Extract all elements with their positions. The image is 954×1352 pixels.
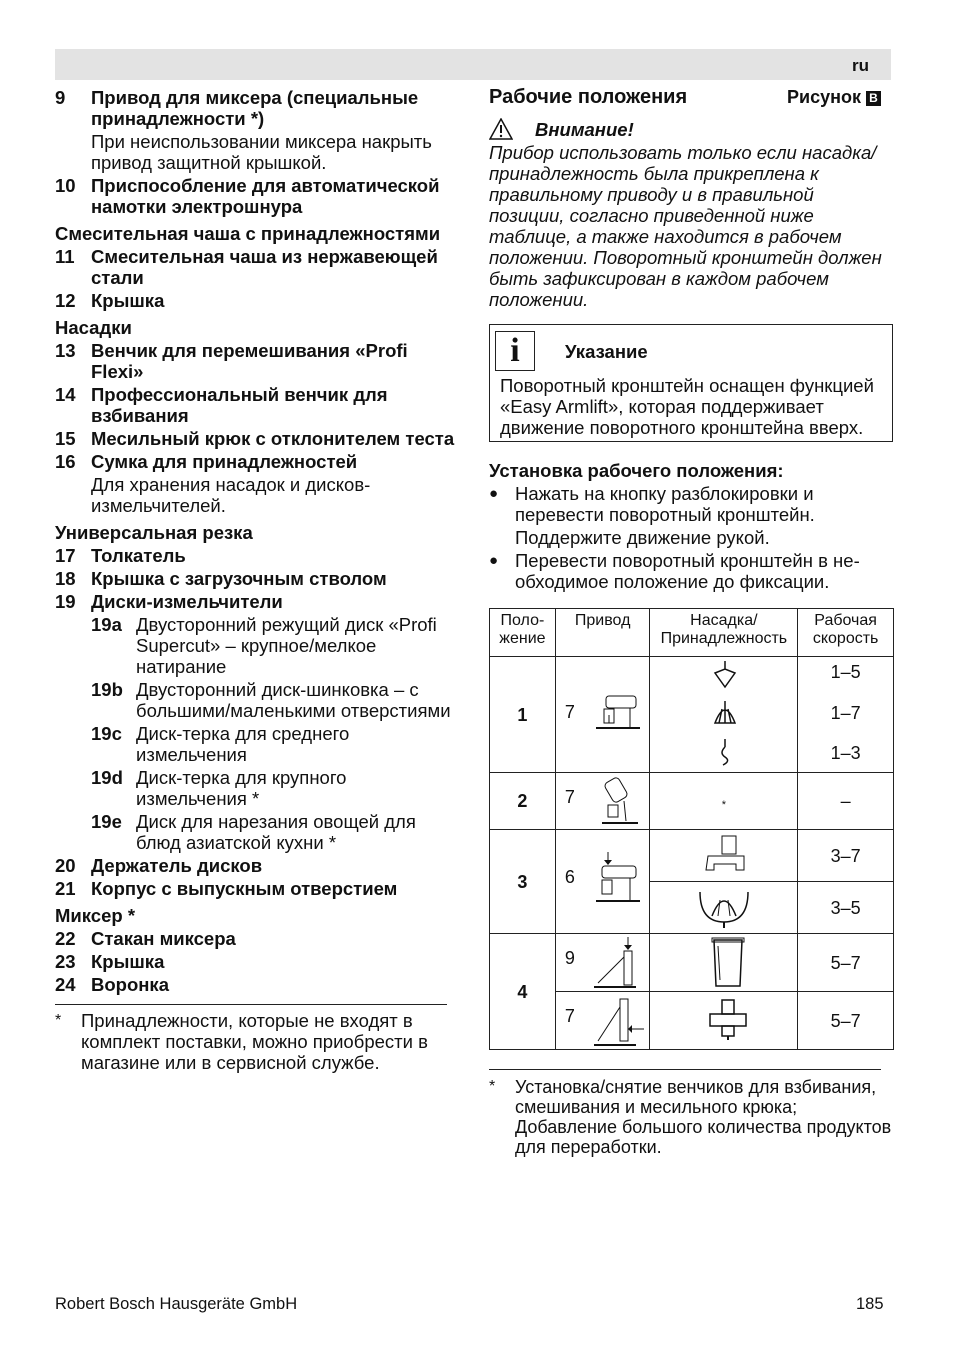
meat-grinder-icon [706,998,752,1042]
sub-item: 19a Двусторонний режущий диск «Profi Supercut» – крупное/мелкое натирание [91,614,437,677]
warning-text: Прибор использовать только если насадка/принадлежность была прикреплена к правильному приводу и в правильной позиции, согласно приведенной ниже таблице, а также находится в рабочем положении. Поворотный кронштейн должен быть зафиксирован в каждом рабочем положении. [489,142,882,310]
table-cell: * [650,773,798,830]
col-header: Привод [555,609,650,657]
bullet-icon: ● [489,552,499,569]
bullet-item: ● Перевести поворотный кронштейн в необходимое положение до фиксации. [489,550,860,592]
col-header: Положение [490,609,556,657]
list-item: 23 Крышка [55,951,165,972]
mixer-side-drive-icon [594,850,644,910]
col-header: Насадка/ Принадлежность [650,609,798,657]
sub-item: 19d Диск-терка для крупного измельчения * [91,767,347,809]
working-positions [489,87,893,1157]
table-row: 3–5 [490,882,894,934]
whisk-icons [705,657,745,773]
sub-item: 19e Диск для нарезания овощей для блюд азиатской кухни * [91,811,416,853]
note-box [489,324,893,442]
col-header: Рабочая скорость [798,609,894,657]
divider [55,1004,447,1005]
list-item: 24 Воронка [55,974,169,995]
sub-item: 19b Двусторонний диск-шинковка – с большими/маленькими отверстиями [91,679,451,721]
bullet-item: ● Нажать на кнопку разблокировки и перевести поворотный кронштейн. Поддержите движение рукой. [489,483,815,548]
info-icon: i [495,331,535,371]
parts-list [55,87,455,1073]
section-heading: Миксер * [55,905,136,926]
list-item: 22 Стакан миксера [55,928,236,949]
page-number: 185 [856,1295,884,1313]
list-item: 20 Держатель дисков [55,855,263,876]
list-item: 16 Сумка для принадлежностей Для хранения насадок и дисков-измельчителей. [55,451,371,516]
note-title: Указание [565,340,648,362]
footer-company: Robert Bosch Hausgeräte GmbH [55,1295,298,1313]
list-item: 12 Крышка [55,290,165,311]
citrus-press-icon [696,886,752,930]
section-heading: Смесительная чаша с принадлежностями [55,223,441,244]
note-text: Поворотный кронштейн оснащен функцией «Easy Armlift», которая поддерживает движение поворотного кронштейна вверх. [500,375,874,438]
list-item: 18 Крышка с загрузочным стволом [55,568,387,589]
mixer-top-drive-icon [592,935,638,991]
setup-title: Установка рабочего положения: [489,460,784,481]
figure-ref: Рисунок B [787,87,881,108]
table-header-row [490,609,894,657]
list-item: 10 Приспособление для автоматической намотки электрошнура [55,175,440,217]
list-item: 9 Привод для миксера (специальные принадлежности *) При неиспользовании миксера накрыть привод защитной крышкой. [55,87,432,173]
section-heading: Универсальная резка [55,522,253,543]
figure-letter: B [866,91,881,106]
mixer-arm-up-icon [602,775,642,827]
mixer-rear-drive-icon [592,993,648,1049]
footnote: * Установка/снятие венчиков для взбивания, смешивания и месильного крюка; Добавление большого количества продуктов для переработки. [489,1077,892,1157]
list-item: 13 Венчик для перемешивания «Profi Flexi» [55,340,408,382]
blender-jug-icon [708,936,748,990]
footnote: * Принадлежности, которые не входят в комплект поставки, можно приобрести в магазине или в сервисной службе. [55,1010,428,1073]
cutter-attachment-icon [700,834,750,878]
mixer-arm-down-icon [594,693,644,733]
section-heading: Насадки [55,317,132,338]
list-item: 17 Толкатель [55,545,186,566]
warning-triangle-icon [489,118,513,140]
bullet-icon: ● [489,485,499,502]
sub-item: 19c Диск-терка для среднего измельчения [91,723,350,765]
table-row: 2 7 * – [490,773,894,830]
table-row: 3 6 3–7 [490,830,894,882]
list-item: 21 Корпус с выпускным отверстием [55,878,398,899]
list-item: 11 Смесительная чаша из нержавеющей стали [55,246,438,288]
table-row: 4 9 5–7 [490,934,894,992]
section-title: Рабочие положения Рисунок B [489,87,893,108]
list-item: 19 Диски-измельчители [55,591,283,612]
language-code: ru [852,56,869,75]
positions-table [489,608,894,1050]
header-bar [55,49,891,80]
list-item: 14 Профессиональный венчик для взбивания [55,384,388,426]
table-row: 7 5–7 [490,992,894,1050]
list-item: 15 Месильный крюк с отклонителем теста [55,428,455,449]
table-row: 1 7 1–5 1–7 1–3 [490,657,894,773]
divider [489,1069,881,1070]
warning-heading: Внимание! [489,118,893,140]
